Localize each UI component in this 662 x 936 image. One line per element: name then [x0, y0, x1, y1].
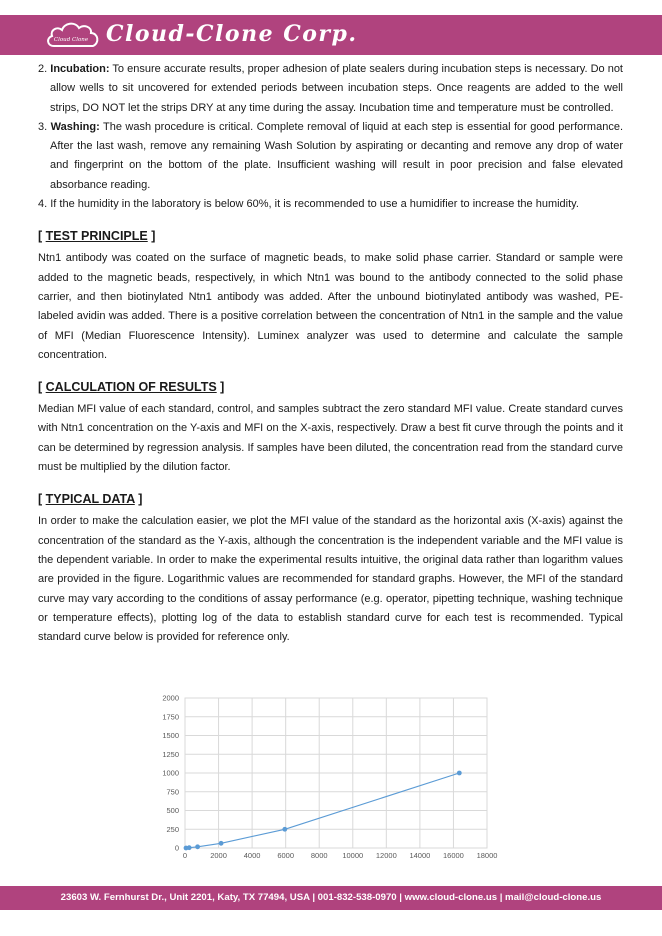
y-tick-label: 1500	[162, 731, 179, 740]
data-point	[282, 827, 287, 832]
x-tick-label: 10000	[342, 851, 364, 860]
company-name: Cloud-Clone Corp.	[106, 21, 358, 47]
list-item-washing	[38, 118, 623, 195]
x-tick-label: 18000	[476, 851, 498, 860]
x-tick-label: 8000	[310, 851, 328, 860]
item-title: Washing:	[50, 120, 100, 133]
list-item-incubation	[38, 60, 623, 118]
section-body-test-principle: Ntn1 antibody was coated on the surface of magnetic beads, to make solid phase carrier. Standard or sample were added to the magnetic beads, respectively, in which Ntn1 was bound to the antibody connected to the solid phase carrier, and then biotinylated Ntn1 antibody was added. After the unbound biotinylated antibody was washed, PE-labeled avidin was added. There is a positive correlation between the concentration of Ntn1 in the sample and the value of MFI (Median Fluorescence Intensity). Luminex analyzer was used to determine and calculate the sample concentration.	[38, 252, 623, 361]
section-heading-typical-data: [ TYPICAL DATA ]	[38, 492, 143, 507]
x-tick-label: 6000	[277, 851, 295, 860]
data-point	[195, 844, 200, 849]
section-body-typical-data: In order to make the calculation easier, we plot the MFI value of the standard as the horizontal axis (X-axis) against the concentration of the standard as the Y-axis, although the concentration is the independent variable and the MFI value is the dependent variable. In order to make the experimental results intuitive, the original data rather than logarithm values are provided in the figure. Logarithmic values are recommended for standard graphs. However, the MFI of the standard curve may vary according to the conditions of assay performance (e.g. operator, pipetting technique, washing technique or temperature effects), plotting log of the data to establish standard curve for each test is recommended. Typical standard curve below is provided for reference only.	[38, 515, 623, 644]
item-number: 4.	[38, 198, 48, 211]
x-tick-label: 12000	[375, 851, 397, 860]
item-text: To ensure accurate results, proper adhesion of plate sealers during incubation steps is necessary. Do not allow wells to sit uncovered for extended periods between incubation steps. Once reagents are added to the well strips, DO NOT let the strips DRY at any time during the assay. Incubation time and temperature must be controlled.	[50, 63, 623, 114]
data-point	[187, 845, 192, 850]
x-tick-label: 0	[182, 851, 188, 860]
item-number: 3.	[38, 120, 48, 133]
section-title: TEST PRINCIPLE	[45, 229, 148, 244]
item-number: 2.	[38, 63, 48, 75]
y-tick-label: 750	[166, 787, 179, 797]
data-point	[457, 771, 462, 776]
item-text: The wash procedure is critical. Complete removal of liquid at each step is essential for good performance. After the last wash, remove any remaining Wash Solution by aspirating or decanting and remove any drop of water and fingerprint on the bottom of the plate. Insufficient washing will result in poor precision and false elevated absorbance reading.	[50, 120, 624, 191]
y-tick-label: 1000	[162, 768, 179, 778]
cloud-logo-icon	[44, 19, 102, 51]
y-tick-label: 1750	[162, 712, 179, 722]
standard-curve-chart	[140, 688, 520, 863]
data-point	[219, 841, 224, 846]
item-title: Incubation:	[50, 63, 110, 75]
section-heading-test-principle: [ TEST PRINCIPLE ]	[38, 229, 156, 244]
y-tick-label: 500	[166, 806, 179, 815]
y-tick-label: 250	[166, 824, 179, 834]
y-tick-label: 1250	[162, 749, 179, 759]
section-heading-calculation: [ CALCULATION OF RESULTS ]	[38, 380, 225, 395]
section-title: CALCULATION OF RESULTS	[45, 380, 217, 395]
x-tick-label: 2000	[210, 851, 227, 860]
section-body-calculation: Median MFI value of each standard, control, and samples subtract the zero standard MFI value. Create standard curves with Ntn1 concentration on the Y-axis and MFI on the X-axis, respectively. Draw a best fit curve through the points and it can be determined by regression analysis. If samples have been diluted, the concentration read from the standard curve must be multiplied by the dilution factor.	[38, 403, 623, 474]
x-tick-label: 14000	[409, 851, 431, 860]
x-tick-label: 4000	[243, 851, 261, 860]
document-body	[38, 60, 623, 647]
page-header	[0, 15, 662, 55]
x-tick-label: 16000	[443, 851, 464, 860]
section-title: TYPICAL DATA	[45, 492, 135, 507]
page-footer: 23603 W. Fernhurst Dr., Unit 2201, Katy, TX 77494, USA | 001-832-538-0970 | www.cloud-clone.us | mail@cloud-clone.us	[0, 886, 662, 910]
y-tick-label: 0	[174, 843, 179, 853]
y-tick-label: 2000	[162, 693, 179, 703]
logo-icon-text: Cloud Clone	[53, 37, 89, 43]
list-item-humidity	[38, 195, 623, 214]
item-text: If the humidity in the laboratory is below 60%, it is recommended to use a humidifier to increase the humidity.	[50, 198, 579, 211]
